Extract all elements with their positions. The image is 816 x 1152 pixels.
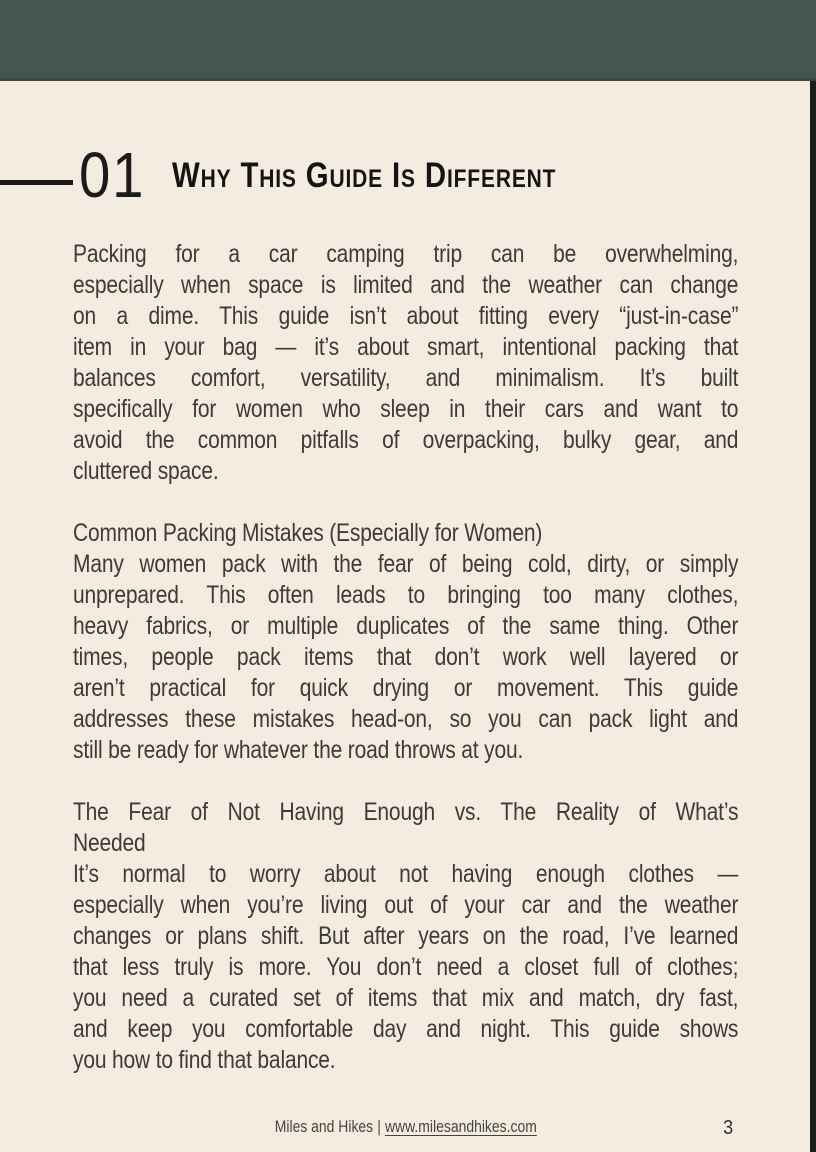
subheading-fear-vs-reality	[73, 797, 738, 859]
footer-center	[73, 1114, 738, 1140]
text-line: on a dime. This guide isn’t about fitting every “just-in-case”	[73, 302, 739, 330]
text-line: you how to find that balance.	[73, 1046, 336, 1074]
page-number: 3	[722, 1117, 733, 1139]
chapter-rule	[0, 180, 73, 185]
footer-line	[274, 1114, 536, 1140]
text-line: unprepared. This often leads to bringing too many clothes,	[73, 581, 739, 609]
footer-separator: |	[376, 1117, 381, 1136]
text-line: Packing for a car camping trip can be overwhelming,	[73, 240, 739, 268]
text-line: and keep you comfortable day and night. This guide shows	[73, 1015, 739, 1043]
text-line: times, people pack items that don’t work well layered or	[73, 643, 739, 671]
text-line: aren’t practical for quick drying or movement. This guide	[73, 674, 739, 702]
text-line: item in your bag — it’s about smart, intentional packing that	[73, 333, 739, 361]
text-line: you need a curated set of items that mix and match, dry fast,	[73, 984, 739, 1012]
text-line: still be ready for whatever the road throws at you.	[73, 736, 524, 764]
paragraph-fear-vs-reality	[73, 859, 738, 1076]
text-line: heavy fabrics, or multiple duplicates of the same thing. Other	[73, 612, 739, 640]
text-line: especially when you’re living out of your car and the weather	[73, 891, 739, 919]
header-band	[0, 0, 816, 81]
paragraph-common-mistakes	[73, 549, 738, 766]
footer-brand: Miles and Hikes	[274, 1117, 373, 1136]
text-line: balances comfort, versatility, and minimalism. It’s built	[73, 364, 739, 392]
chapter-number: 01	[79, 139, 146, 211]
text-line: The Fear of Not Having Enough vs. The Reality of What’s	[73, 798, 739, 826]
text-line: changes or plans shift. But after years on the road, I’ve learned	[73, 922, 739, 950]
text-line: especially when space is limited and the weather can change	[73, 271, 739, 299]
text-line: Needed	[73, 829, 146, 857]
text-line: Common Packing Mistakes (Especially for Women)	[73, 519, 543, 547]
paragraph-intro	[73, 239, 738, 487]
text-line: addresses these mistakes head-on, so you can pack light and	[73, 705, 739, 733]
text-line: that less truly is more. You don’t need a closet full of clothes;	[73, 953, 739, 981]
text-line: avoid the common pitfalls of overpacking, bulky gear, and	[73, 426, 739, 454]
subheading-common-mistakes	[73, 518, 738, 549]
text-line: It’s normal to worry about not having enough clothes —	[73, 860, 739, 888]
body-text	[73, 239, 738, 1076]
text-line: specifically for women who sleep in their cars and want to	[73, 395, 739, 423]
page-footer	[73, 1114, 738, 1144]
text-line: cluttered space.	[73, 457, 219, 485]
footer-website-link[interactable]: www.milesandhikes.com	[384, 1117, 537, 1136]
text-line: Many women pack with the fear of being cold, dirty, or simply	[73, 550, 739, 578]
page-right-edge	[810, 0, 816, 1152]
chapter-title: Why This Guide Is Different	[172, 156, 557, 195]
